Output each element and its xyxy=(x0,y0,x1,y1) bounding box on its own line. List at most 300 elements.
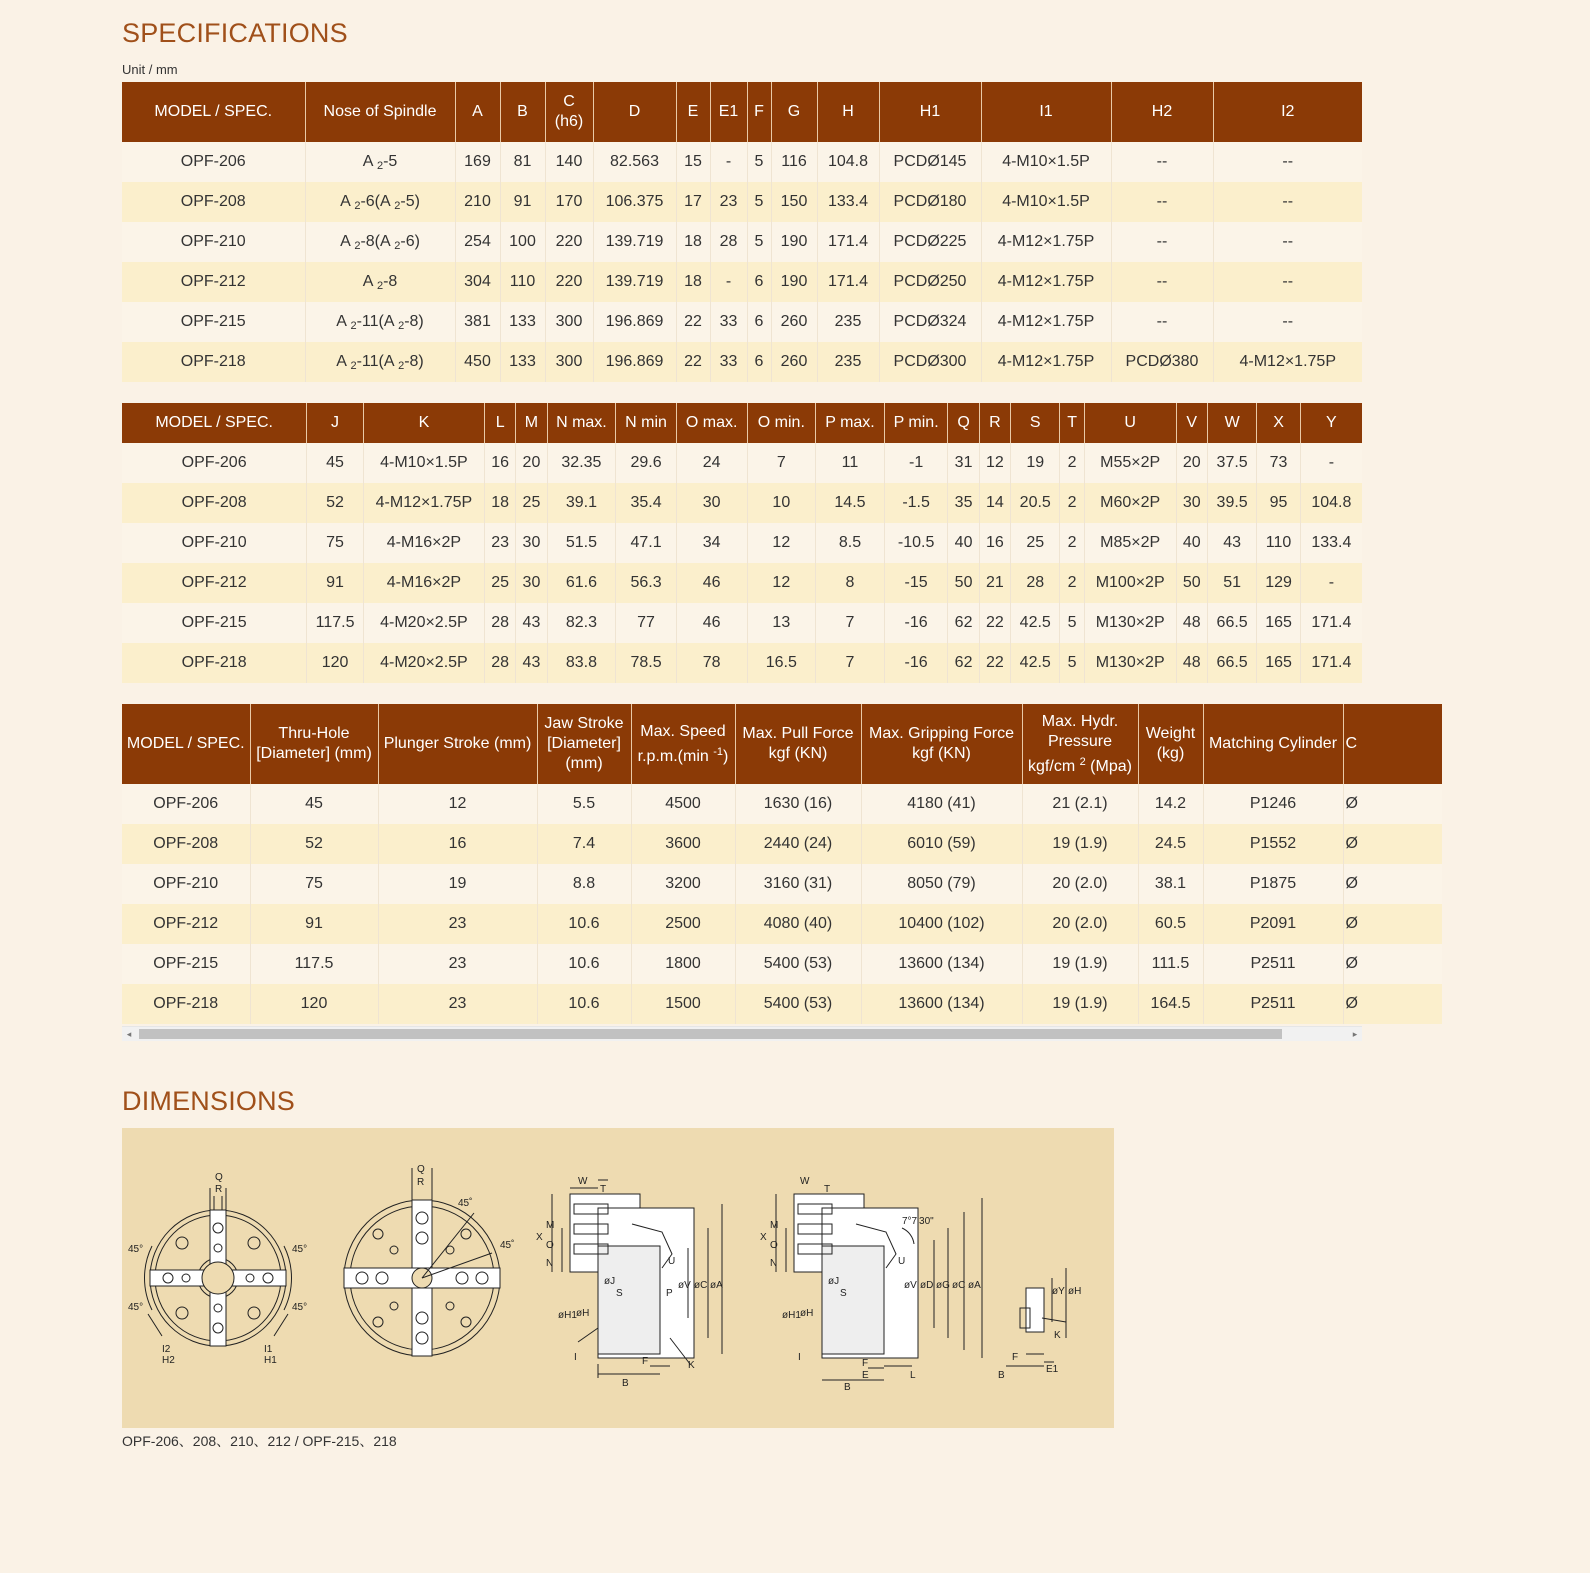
cell-pmax: 7 xyxy=(816,643,885,683)
cell-nmax: 82.3 xyxy=(547,603,616,643)
cell-e1: - xyxy=(710,142,747,182)
col-speed-l2a: r.p.m.(min xyxy=(637,747,714,765)
cell-model: OPF-215 xyxy=(122,302,305,342)
col-k: K xyxy=(363,403,484,443)
label-u: U xyxy=(668,1256,676,1267)
unit-label: Unit / mm xyxy=(122,62,178,77)
table-row xyxy=(122,603,1362,643)
cell-grip: 6010 (59) xyxy=(861,824,1022,864)
cell-y: - xyxy=(1300,563,1362,603)
cell-omax: 34 xyxy=(676,523,747,563)
table-row xyxy=(122,824,1442,864)
label-45-bl: 45° xyxy=(128,1302,144,1313)
label-i-2: I xyxy=(798,1352,801,1363)
col-model: MODEL / SPEC. xyxy=(122,704,250,784)
col-cut-off: C xyxy=(1343,704,1442,784)
cell-pmin: -15 xyxy=(884,563,948,603)
col-c xyxy=(545,82,593,142)
dimension-drawing xyxy=(122,1128,1114,1428)
cell-g: 150 xyxy=(771,182,817,222)
col-g: G xyxy=(771,82,817,142)
col-thru-hole-l1: Thru-Hole xyxy=(278,725,350,742)
nose-sub: 2 xyxy=(394,199,401,212)
cell-y: - xyxy=(1300,443,1362,483)
cell-speed: 3200 xyxy=(631,864,735,904)
cell-t: 2 xyxy=(1060,483,1084,523)
cell-l: 23 xyxy=(485,523,516,563)
cell-f: 5 xyxy=(747,142,771,182)
cell-pull: 3160 (31) xyxy=(735,864,861,904)
cell-cyl: P1246 xyxy=(1203,784,1343,824)
cell-grip: 8050 (79) xyxy=(861,864,1022,904)
nose-sub: 2 xyxy=(394,239,401,252)
cell-thru: 45 xyxy=(250,784,378,824)
label-oh-3: øH xyxy=(1068,1286,1082,1297)
nose-sub: 2 xyxy=(354,199,361,212)
cell-omin: 10 xyxy=(747,483,816,523)
cell-v: 50 xyxy=(1176,563,1207,603)
col-model: MODEL / SPEC. xyxy=(122,403,307,443)
label-oh-2: øH xyxy=(800,1308,814,1319)
cell-b: 100 xyxy=(500,222,545,262)
cell-j: 45 xyxy=(307,443,364,483)
cell-w: 51 xyxy=(1207,563,1256,603)
cell-e1: 33 xyxy=(710,302,747,342)
col-e: E xyxy=(676,82,710,142)
col-thru-hole xyxy=(250,704,378,784)
cell-s: 19 xyxy=(1011,443,1060,483)
cell-t: 5 xyxy=(1060,643,1084,683)
cell-pull: 2440 (24) xyxy=(735,824,861,864)
spec-table-3 xyxy=(122,704,1442,1024)
nose-text: -8) xyxy=(404,312,424,330)
header-row xyxy=(122,403,1362,443)
cell-cyl: P2091 xyxy=(1203,904,1343,944)
cell-i2: -- xyxy=(1213,142,1362,182)
cell-weight: 24.5 xyxy=(1138,824,1203,864)
cell-omax: 46 xyxy=(676,563,747,603)
cell-omax: 78 xyxy=(676,643,747,683)
cell-t: 2 xyxy=(1060,563,1084,603)
col-pull-force xyxy=(735,704,861,784)
table-row xyxy=(122,222,1362,262)
label-a-2: øA xyxy=(968,1280,981,1291)
cell-speed: 3600 xyxy=(631,824,735,864)
cell-cyl: P2511 xyxy=(1203,944,1343,984)
cell-f: 6 xyxy=(747,262,771,302)
label-w-2: W xyxy=(800,1176,810,1187)
cell-nmax: 61.6 xyxy=(547,563,616,603)
cell-plunger: 16 xyxy=(378,824,537,864)
col-pull-l2: kgf (KN) xyxy=(768,745,828,762)
scroll-left-arrow-icon[interactable]: ◂ xyxy=(126,1029,132,1039)
label-l: L xyxy=(910,1370,916,1381)
cell-f: 6 xyxy=(747,302,771,342)
cell-v: 40 xyxy=(1176,523,1207,563)
col-pmin: P min. xyxy=(884,403,948,443)
cell-hydr: 19 (1.9) xyxy=(1022,984,1138,1024)
label-t-2: T xyxy=(824,1184,831,1195)
cell-weight: 60.5 xyxy=(1138,904,1203,944)
cell-h1: PCDØ324 xyxy=(879,302,981,342)
cell-model: OPF-208 xyxy=(122,182,305,222)
cell-nmax: 83.8 xyxy=(547,643,616,683)
cell-jaw: 10.6 xyxy=(537,984,631,1024)
cell-b: 91 xyxy=(500,182,545,222)
cell-weight: 111.5 xyxy=(1138,944,1203,984)
cell-i2: -- xyxy=(1213,302,1362,342)
table-row xyxy=(122,483,1362,523)
cell-v: 48 xyxy=(1176,603,1207,643)
cell-m: 43 xyxy=(516,603,547,643)
cell-q: 35 xyxy=(948,483,979,523)
cell-i2: -- xyxy=(1213,262,1362,302)
cell-g: 260 xyxy=(771,342,817,382)
cell-b: 110 xyxy=(500,262,545,302)
label-q: Q xyxy=(215,1172,223,1183)
cell-grip: 4180 (41) xyxy=(861,784,1022,824)
cell-h2: -- xyxy=(1111,262,1213,302)
cell-grip: 13600 (134) xyxy=(861,984,1022,1024)
label-a: øA xyxy=(710,1280,723,1291)
table-row xyxy=(122,523,1362,563)
label-45-tr: 45° xyxy=(292,1244,308,1255)
label-x-2: X xyxy=(760,1232,767,1243)
cell-m: 30 xyxy=(516,563,547,603)
cell-b: 81 xyxy=(500,142,545,182)
cell-pmin: -10.5 xyxy=(884,523,948,563)
col-nmax: N max. xyxy=(547,403,616,443)
label-s: S xyxy=(616,1288,623,1299)
col-plunger-stroke: Plunger Stroke (mm) xyxy=(378,704,537,784)
nose-text: -11(A xyxy=(356,352,399,370)
cell-nmin: 78.5 xyxy=(616,643,677,683)
cell-e: 18 xyxy=(676,262,710,302)
cell-cyl: P2511 xyxy=(1203,984,1343,1024)
col-weight xyxy=(1138,704,1203,784)
cell-speed: 2500 xyxy=(631,904,735,944)
cell-d: 139.719 xyxy=(593,222,676,262)
col-speed-sup: -1 xyxy=(713,745,723,758)
cell-nmax: 32.35 xyxy=(547,443,616,483)
cell-g: 190 xyxy=(771,262,817,302)
front-view-drawing-1 xyxy=(144,1188,291,1346)
cell-jaw: 8.8 xyxy=(537,864,631,904)
cell-c: 300 xyxy=(545,342,593,382)
cell-cut: Ø xyxy=(1343,824,1442,864)
cell-model: OPF-210 xyxy=(122,864,250,904)
nose-sub: 2 xyxy=(398,319,405,332)
label-s-2: S xyxy=(840,1288,847,1299)
cell-a: 254 xyxy=(455,222,500,262)
cell-cut: Ø xyxy=(1343,864,1442,904)
col-nose: Nose of Spindle xyxy=(305,82,455,142)
table-row xyxy=(122,262,1362,302)
table-row xyxy=(122,302,1362,342)
cell-e: 18 xyxy=(676,222,710,262)
cell-s: 42.5 xyxy=(1011,643,1060,683)
cell-r: 12 xyxy=(979,443,1010,483)
cell-c: 300 xyxy=(545,302,593,342)
cell-omax: 46 xyxy=(676,603,747,643)
label-angle: 7°7'30" xyxy=(902,1216,934,1227)
cell-h: 104.8 xyxy=(817,142,879,182)
cell-thru: 75 xyxy=(250,864,378,904)
label-b-2: B xyxy=(844,1382,851,1393)
col-y: Y xyxy=(1300,403,1362,443)
nose-text: A xyxy=(340,192,355,210)
cell-x: 165 xyxy=(1257,643,1300,683)
cell-model: OPF-210 xyxy=(122,222,305,262)
scrollbar-thumb[interactable] xyxy=(139,1029,1282,1039)
scroll-right-arrow-icon[interactable]: ▸ xyxy=(1352,1029,1358,1039)
cell-m: 25 xyxy=(516,483,547,523)
cell-h: 171.4 xyxy=(817,222,879,262)
label-k-2: K xyxy=(1054,1330,1061,1341)
cell-c: 170 xyxy=(545,182,593,222)
cell-w: 39.5 xyxy=(1207,483,1256,523)
cell-weight: 164.5 xyxy=(1138,984,1203,1024)
cell-pull: 5400 (53) xyxy=(735,984,861,1024)
nose-text: -5) xyxy=(400,192,420,210)
cell-i1: 4-M10×1.5P xyxy=(981,142,1111,182)
cell-h1: PCDØ225 xyxy=(879,222,981,262)
cell-h: 235 xyxy=(817,342,879,382)
cell-cut: Ø xyxy=(1343,904,1442,944)
cell-pull: 4080 (40) xyxy=(735,904,861,944)
label-d: øD xyxy=(920,1280,934,1291)
label-i: I xyxy=(574,1352,577,1363)
cell-e1: - xyxy=(710,262,747,302)
cell-jaw: 10.6 xyxy=(537,944,631,984)
table-row xyxy=(122,563,1362,603)
cell-c: 220 xyxy=(545,222,593,262)
label-i2: I2 xyxy=(162,1344,171,1355)
cell-model: OPF-212 xyxy=(122,904,250,944)
cell-plunger: 23 xyxy=(378,984,537,1024)
cell-w: 66.5 xyxy=(1207,643,1256,683)
cell-nose-of-spindle xyxy=(305,142,455,182)
cell-t: 2 xyxy=(1060,443,1084,483)
cell-i2: 4-M12×1.75P xyxy=(1213,342,1362,382)
col-matching-cylinder: Matching Cylinder xyxy=(1203,704,1343,784)
cell-speed: 1800 xyxy=(631,944,735,984)
nose-text: -11(A xyxy=(356,312,399,330)
cell-e1: 28 xyxy=(710,222,747,262)
cell-thru: 91 xyxy=(250,904,378,944)
cell-nose-of-spindle xyxy=(305,342,455,382)
cell-h: 133.4 xyxy=(817,182,879,222)
col-weight-l2: (kg) xyxy=(1156,745,1185,762)
cell-u: M85×2P xyxy=(1084,523,1176,563)
label-b-3: B xyxy=(998,1370,1005,1381)
cell-jaw: 7.4 xyxy=(537,824,631,864)
cell-h1: PCDØ180 xyxy=(879,182,981,222)
cell-d: 106.375 xyxy=(593,182,676,222)
cell-k: 4-M20×2.5P xyxy=(363,603,484,643)
cell-pull: 1630 (16) xyxy=(735,784,861,824)
col-weight-l1: Weight xyxy=(1145,725,1196,742)
table-row xyxy=(122,984,1442,1024)
cell-u: M130×2P xyxy=(1084,603,1176,643)
cell-pmin: -1 xyxy=(884,443,948,483)
label-c: øC xyxy=(694,1280,708,1291)
col-gripping-force xyxy=(861,704,1022,784)
cell-x: 165 xyxy=(1257,603,1300,643)
col-h: H xyxy=(817,82,879,142)
cell-d: 139.719 xyxy=(593,262,676,302)
col-nmin: N min xyxy=(616,403,677,443)
cell-omin: 12 xyxy=(747,563,816,603)
col-x: X xyxy=(1257,403,1300,443)
cell-e: 17 xyxy=(676,182,710,222)
cell-l: 16 xyxy=(485,443,516,483)
cell-q: 62 xyxy=(948,603,979,643)
cell-k: 4-M12×1.75P xyxy=(363,483,484,523)
label-g: øG xyxy=(936,1280,950,1291)
cell-omin: 7 xyxy=(747,443,816,483)
cell-c: 220 xyxy=(545,262,593,302)
col-grip-l2: kgf (KN) xyxy=(912,745,971,762)
cell-x: 95 xyxy=(1257,483,1300,523)
col-grip-l1: Max. Gripping Force xyxy=(869,725,1014,742)
cell-omax: 24 xyxy=(676,443,747,483)
cell-speed: 4500 xyxy=(631,784,735,824)
cell-pmax: 8 xyxy=(816,563,885,603)
cell-h2: -- xyxy=(1111,142,1213,182)
cell-pmin: -16 xyxy=(884,643,948,683)
cell-model: OPF-215 xyxy=(122,603,307,643)
cell-cut: Ø xyxy=(1343,984,1442,1024)
cell-a: 381 xyxy=(455,302,500,342)
nose-sub: 2 xyxy=(350,359,357,372)
nose-sub: 2 xyxy=(376,159,384,172)
cell-r: 22 xyxy=(979,643,1010,683)
cell-model: OPF-206 xyxy=(122,443,307,483)
cell-i2: -- xyxy=(1213,182,1362,222)
label-oh: øH xyxy=(576,1308,590,1319)
cell-a: 304 xyxy=(455,262,500,302)
col-j: J xyxy=(307,403,364,443)
front-view-drawing-2 xyxy=(344,1168,500,1356)
cell-l: 28 xyxy=(485,603,516,643)
cell-b: 133 xyxy=(500,342,545,382)
cell-e: 22 xyxy=(676,302,710,342)
cell-x: 129 xyxy=(1257,563,1300,603)
cell-omax: 30 xyxy=(676,483,747,523)
cell-j: 75 xyxy=(307,523,364,563)
col-jaw-l2: [Diameter] xyxy=(547,735,621,752)
nose-text: -8 xyxy=(383,272,398,290)
cell-cyl: P1875 xyxy=(1203,864,1343,904)
cell-f: 5 xyxy=(747,222,771,262)
cell-t: 2 xyxy=(1060,523,1084,563)
cell-pmin: -1.5 xyxy=(884,483,948,523)
cell-thru: 120 xyxy=(250,984,378,1024)
table-row xyxy=(122,443,1362,483)
label-r: R xyxy=(215,1184,223,1195)
col-hydr-l3b: (Mpa) xyxy=(1085,757,1132,775)
cell-l: 28 xyxy=(485,643,516,683)
cell-model: OPF-206 xyxy=(122,784,250,824)
cell-t: 5 xyxy=(1060,603,1084,643)
cell-w: 66.5 xyxy=(1207,603,1256,643)
cell-pmax: 7 xyxy=(816,603,885,643)
nose-text: -8(A xyxy=(360,232,395,250)
col-speed-l2b: ) xyxy=(723,747,729,765)
cell-h2: -- xyxy=(1111,222,1213,262)
cell-pmin: -16 xyxy=(884,603,948,643)
cell-x: 110 xyxy=(1257,523,1300,563)
specifications-title: SPECIFICATIONS xyxy=(122,18,348,48)
cell-omin: 16.5 xyxy=(747,643,816,683)
cell-v: 20 xyxy=(1176,443,1207,483)
cell-l: 18 xyxy=(485,483,516,523)
cell-pmax: 14.5 xyxy=(816,483,885,523)
cell-d: 196.869 xyxy=(593,342,676,382)
label-45-br: 45° xyxy=(292,1302,308,1313)
cell-i2: -- xyxy=(1213,222,1362,262)
col-c-sub: (h6) xyxy=(554,113,584,130)
cell-c: 140 xyxy=(545,142,593,182)
cell-i1: 4-M12×1.75P xyxy=(981,342,1111,382)
label-h1: H1 xyxy=(264,1355,277,1366)
label-j-2: øJ xyxy=(828,1276,840,1287)
cell-r: 22 xyxy=(979,603,1010,643)
cell-weight: 38.1 xyxy=(1138,864,1203,904)
cell-d: 82.563 xyxy=(593,142,676,182)
cell-nmax: 39.1 xyxy=(547,483,616,523)
nose-text: -5 xyxy=(383,152,398,170)
cell-k: 4-M10×1.5P xyxy=(363,443,484,483)
col-m: M xyxy=(516,403,547,443)
table-row xyxy=(122,182,1362,222)
label-f: F xyxy=(642,1356,649,1367)
col-c-label: C xyxy=(563,93,575,110)
spec-table-2 xyxy=(122,403,1362,683)
label-m: M xyxy=(546,1220,555,1231)
col-max-speed xyxy=(631,704,735,784)
col-jaw-l3: (mm) xyxy=(565,755,603,772)
cell-i1: 4-M12×1.75P xyxy=(981,262,1111,302)
cell-q: 62 xyxy=(948,643,979,683)
cell-f: 6 xyxy=(747,342,771,382)
col-q: Q xyxy=(948,403,979,443)
horizontal-scrollbar[interactable] xyxy=(122,1026,1362,1041)
cell-v: 48 xyxy=(1176,643,1207,683)
table-3-scroll-container[interactable] xyxy=(122,704,1362,1012)
label-i1: I1 xyxy=(264,1344,273,1355)
cell-s: 42.5 xyxy=(1011,603,1060,643)
cell-plunger: 23 xyxy=(378,944,537,984)
cell-plunger: 19 xyxy=(378,864,537,904)
cell-u: M55×2P xyxy=(1084,443,1176,483)
cell-s: 20.5 xyxy=(1011,483,1060,523)
cell-nmax: 51.5 xyxy=(547,523,616,563)
nose-text: A xyxy=(336,312,351,330)
cell-model: OPF-218 xyxy=(122,984,250,1024)
cell-nose-of-spindle xyxy=(305,222,455,262)
cell-g: 260 xyxy=(771,302,817,342)
cell-a: 450 xyxy=(455,342,500,382)
table-row xyxy=(122,784,1442,824)
cell-thru: 52 xyxy=(250,824,378,864)
cell-cut: Ø xyxy=(1343,784,1442,824)
col-pmax: P max. xyxy=(816,403,885,443)
cell-a: 169 xyxy=(455,142,500,182)
cell-a: 210 xyxy=(455,182,500,222)
cell-k: 4-M16×2P xyxy=(363,523,484,563)
